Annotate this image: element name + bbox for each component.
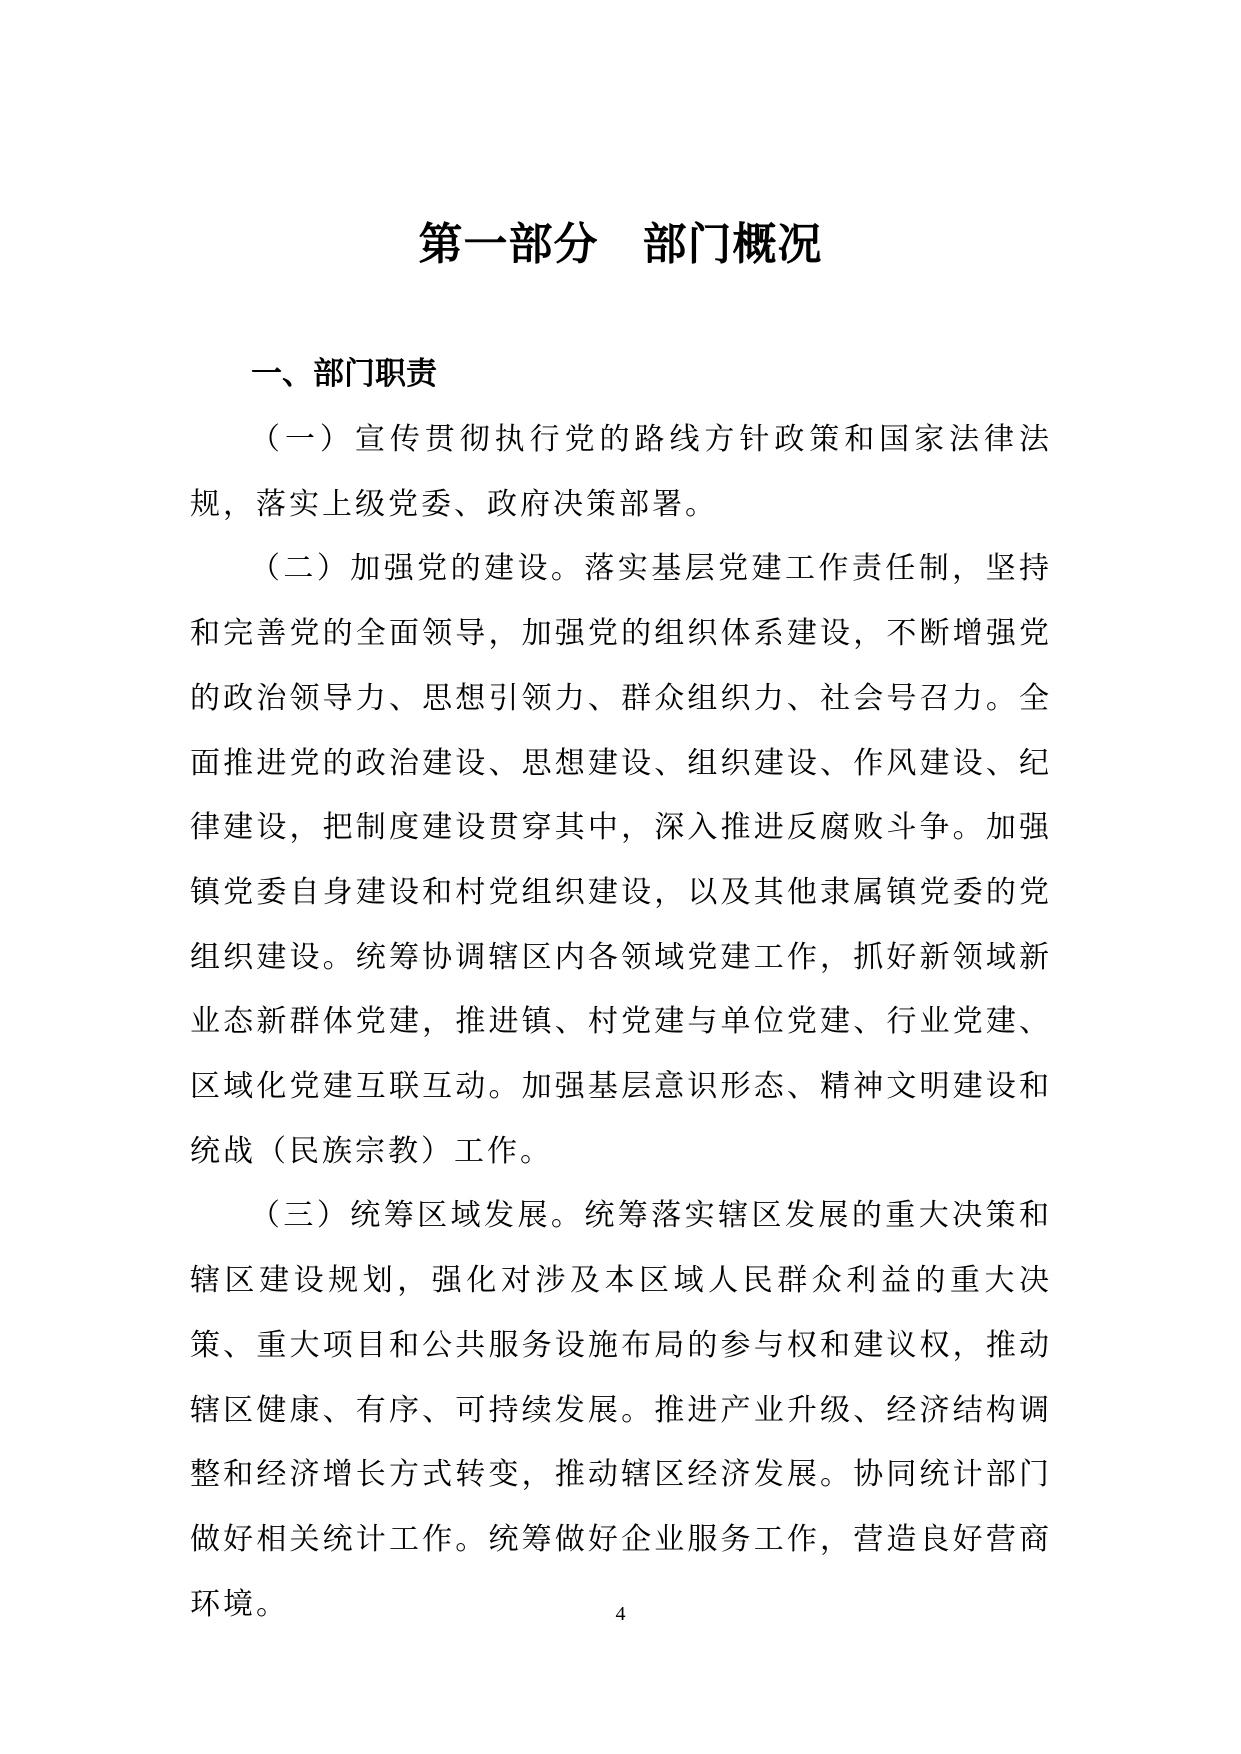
page-number: 4 — [615, 1603, 626, 1625]
title-part-1: 第一部分 — [418, 219, 599, 270]
paragraph-3: （三）统筹区域发展。统筹落实辖区发展的重大决策和辖区建设规划，强化对涉及本区域人民群众利益的重大决策、重大项目和公共服务设施布局的参与权和建议权，推动辖区健康、有序、可持续发展。推进产业升级、经济结构调整和经济增长方式转变，推动辖区经济发展。协同统计部门做好相关统计工作。统筹做好企业服务工作，营造良好营商环境。 — [190, 1198, 1052, 1622]
section-heading: 一、部门职责 — [251, 356, 437, 392]
paragraph-1: （一）宣传贯彻执行党的路线方针政策和国家法律法规，落实上级党委、政府决策部署。 — [190, 422, 1052, 522]
body-text — [190, 408, 1052, 1637]
paragraph-2: （二）加强党的建设。落实基层党建工作责任制，坚持和完善党的全面领导，加强党的组织体系建设，不断增强党的政治领导力、思想引领力、群众组织力、社会号召力。全面推进党的政治建设、思想建设、组织建设、作风建设、纪律建设，把制度建设贯穿其中，深入推进反腐败斗争。加强镇党委自身建设和村党组织建设，以及其他隶属镇党委的党组织建设。统筹协调辖区内各领域党建工作，抓好新领域新业态新群体党建，推进镇、村党建与单位党建、行业党建、区域化党建互联互动。加强基层意识形态、精神文明建设和统战（民族宗教）工作。 — [190, 551, 1052, 1169]
page-title — [0, 215, 1241, 275]
title-part-2: 部门概况 — [642, 219, 823, 270]
